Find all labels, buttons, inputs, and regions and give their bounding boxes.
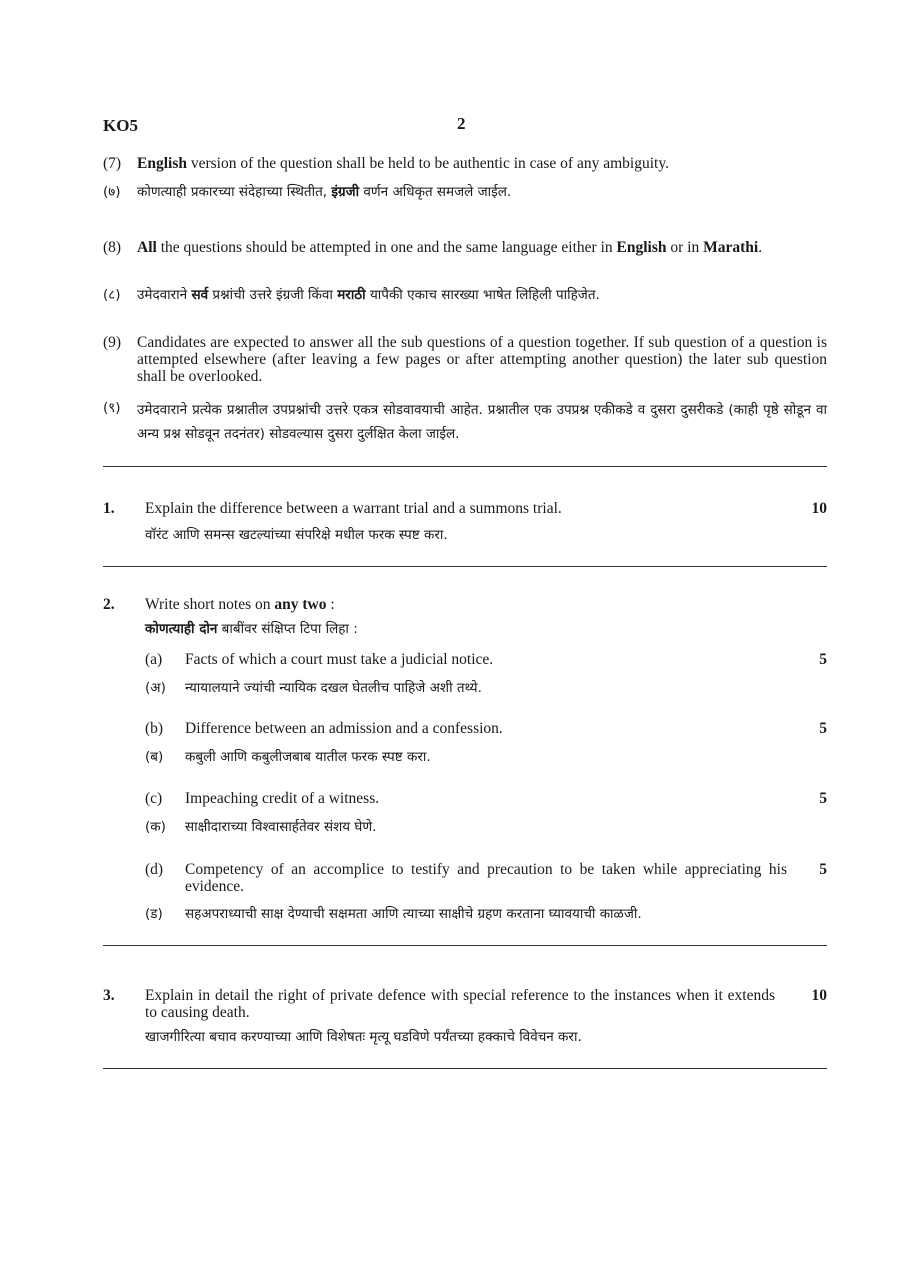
- instruction-7-en: (7) English version of the question shall be held to be authentic in case of any ambiguity.: [103, 155, 669, 172]
- sub-label: (ब): [145, 749, 164, 765]
- page-number: 2: [457, 114, 466, 133]
- paper-code: KO5: [103, 116, 138, 135]
- divider: [103, 1068, 827, 1069]
- sub-label: (अ): [145, 680, 166, 696]
- instruction-number: (7): [103, 155, 122, 172]
- sub-marks: 5: [819, 651, 827, 668]
- sub-label: (a): [145, 651, 163, 668]
- sub-question-d: (d) Competency of an accomplice to testify and precaution to be taken while appreciating his evidence. 5: [145, 861, 827, 895]
- instruction-8-mr: (८) उमेदवाराने सर्व प्रश्नांची उत्तरे इंग्रजी किंवा मराठी यापैकी एकाच सारख्या भाषेत लिहिली पाहिजेत.: [103, 287, 600, 303]
- question-marks: 10: [811, 987, 827, 1004]
- sub-question-d-mr: (ड) सहअपराध्याची साक्ष देण्याची सक्षमता आणि त्याच्या साक्षीचे ग्रहण करताना घ्यावयाची काळजी.: [145, 906, 642, 922]
- instruction-number: (९): [103, 400, 121, 416]
- instruction-9-en: (9) Candidates are expected to answer all the sub questions of a question together. If sub question of a question is attempted elsewhere (after leaving a few pages or after attempting another question) the later sub question shall be overlooked.: [103, 334, 827, 385]
- sub-label: (c): [145, 790, 163, 807]
- sub-label: (b): [145, 720, 164, 737]
- divider: [103, 466, 827, 467]
- sub-question-b-mr: (ब) कबुली आणि कबुलीजबाब यातील फरक स्पष्ट करा.: [145, 749, 431, 765]
- sub-question-c: (c) Impeaching credit of a witness. 5: [145, 790, 827, 807]
- sub-marks: 5: [819, 790, 827, 807]
- divider: [103, 566, 827, 567]
- question-number: 1.: [103, 500, 115, 517]
- question-2: 2. Write short notes on any two :: [103, 596, 335, 613]
- sub-question-a: (a) Facts of which a court must take a judicial notice. 5: [145, 651, 827, 668]
- instruction-8-en: (8) All the questions should be attempted in one and the same language either in English or in Marathi.: [103, 239, 763, 256]
- instruction-number: (9): [103, 334, 122, 351]
- sub-label: (ड): [145, 906, 163, 922]
- question-2-mr: कोणत्याही दोन बाबींवर संक्षिप्त टिपा लिहा :: [145, 621, 358, 637]
- sub-question-b: (b) Difference between an admission and a confession. 5: [145, 720, 827, 737]
- question-number: 2.: [103, 596, 115, 613]
- question-number: 3.: [103, 987, 115, 1004]
- sub-label: (क): [145, 819, 166, 835]
- instruction-9-mr: (९) उमेदवाराने प्रत्येक प्रश्नातील उपप्रश्नांची उत्तरे एकत्र सोडवावयाची आहेत. प्रश्नातील एक उपप्रश्न एकीकडे व दुसरा दुसरीकडे (काही पृष्ठे सोडून वा अन्य प्रश्न सोडवून तदनंतर) सोडवल्यास दुसरा दुर्लक्षित केला जाईल.: [103, 398, 827, 446]
- sub-question-a-mr: (अ) न्यायालयाने ज्यांची न्यायिक दखल घेतलीच पाहिजे अशी तथ्ये.: [145, 680, 482, 696]
- question-1-mr: वॉरंट आणि समन्स खटल्यांच्या संपरिक्षे मधील फरक स्पष्ट करा.: [145, 527, 448, 543]
- instruction-number: (८): [103, 287, 121, 303]
- divider: [103, 945, 827, 946]
- question-1: 1. Explain the difference between a warrant trial and a summons trial. 10: [103, 500, 827, 517]
- question-3: 3. Explain in detail the right of private defence with special reference to the instances when it extends to causing death. 10: [103, 987, 827, 1021]
- sub-label: (d): [145, 861, 164, 878]
- instruction-number: (8): [103, 239, 122, 256]
- instruction-7-mr: (७) कोणत्याही प्रकारच्या संदेहाच्या स्थितीत, इंग्रजी वर्णन अधिकृत समजले जाईल.: [103, 184, 512, 200]
- sub-marks: 5: [819, 720, 827, 737]
- instruction-number: (७): [103, 184, 121, 200]
- sub-marks: 5: [819, 861, 827, 878]
- question-3-mr: खाजगीरित्या बचाव करण्याच्या आणि विशेषतः मृत्यू घडविणे पर्यंतच्या हक्काचे विवेचन करा.: [145, 1029, 582, 1045]
- sub-question-c-mr: (क) साक्षीदाराच्या विश्वासार्हतेवर संशय घेणे.: [145, 819, 377, 835]
- question-marks: 10: [811, 500, 827, 517]
